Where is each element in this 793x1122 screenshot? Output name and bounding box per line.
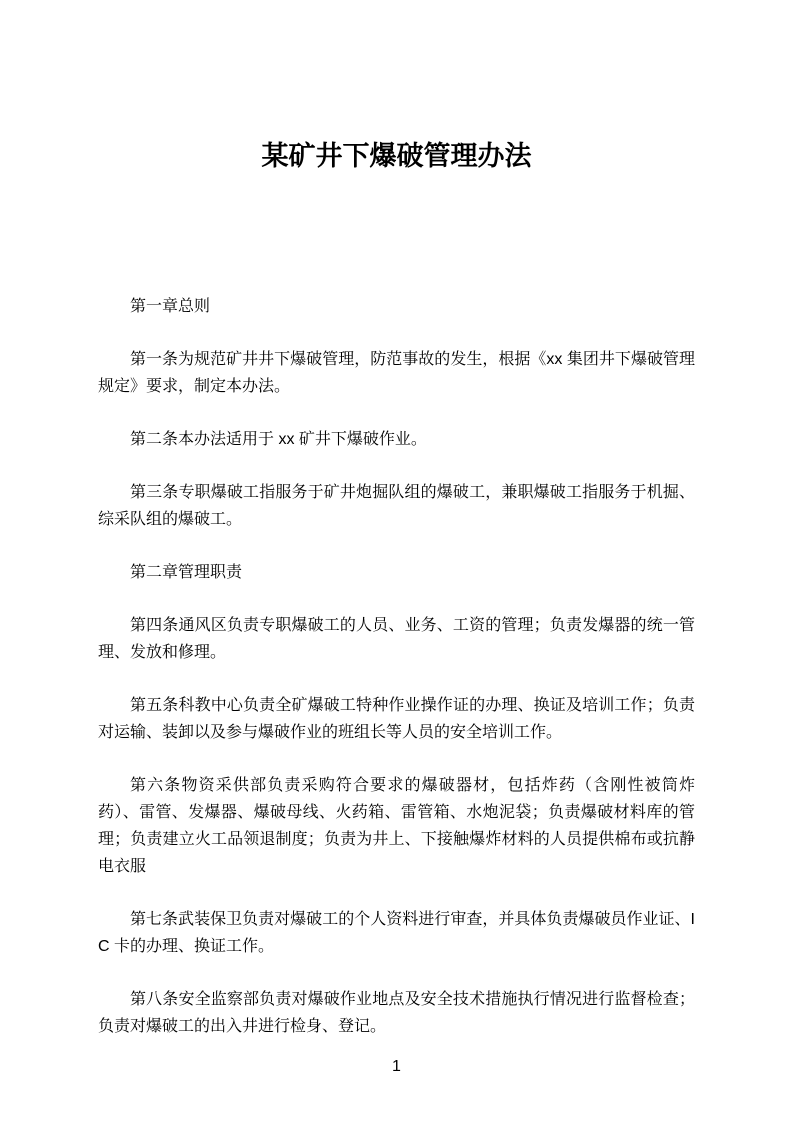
page-number: 1 xyxy=(392,1058,401,1075)
chapter-heading: 第二章管理职责 xyxy=(130,564,243,581)
paragraph: 第七条武装保卫负责对爆破工的个人资料进行审查，并具体负责爆破员作业证、IC 卡的办理、换证工作。 xyxy=(98,911,695,955)
chapter-heading: 第一章总则 xyxy=(130,298,211,315)
document-title: 某矿井下爆破管理办法 xyxy=(261,141,532,171)
paragraph: 第六条物资采供部负责采购符合要求的爆破器材，包括炸药（含刚性被筒炸药）、雷管、发爆器、爆破母线、火药箱、雷管箱、水炮泥袋；负责爆破材料库的管理；负责建立火工品领退制度；负责为井上、下接触爆炸材料的人员提供棉布或抗静电衣服 xyxy=(98,777,695,875)
paragraph: 第一条为规范矿井井下爆破管理，防范事故的发生，根据《xx 集团井下爆破管理规定》要求，制定本办法。 xyxy=(98,351,695,395)
paragraph: 第二条本办法适用于 xx 矿井下爆破作业。 xyxy=(130,431,427,448)
paragraph: 第四条通风区负责专职爆破工的人员、业务、工资的管理；负责发爆器的统一管理、发放和修理。 xyxy=(98,617,695,661)
paragraph: 第五条科教中心负责全矿爆破工特种作业操作证的办理、换证及培训工作；负责对运输、装卸以及参与爆破作业的班组长等人员的安全培训工作。 xyxy=(98,697,695,741)
paragraph: 第三条专职爆破工指服务于矿井炮掘队组的爆破工，兼职爆破工指服务于机掘、综采队组的爆破工。 xyxy=(98,484,695,528)
paragraph: 第八条安全监察部负责对爆破作业地点及安全技术措施执行情况进行监督检查；负责对爆破工的出入井进行检身、登记。 xyxy=(98,991,695,1035)
